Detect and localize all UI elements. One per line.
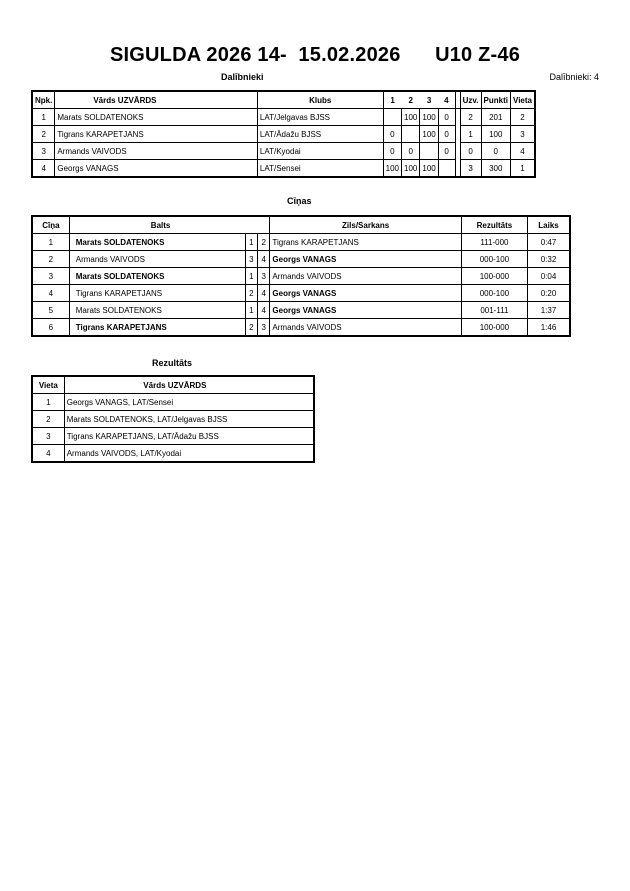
col-club: Klubs <box>257 91 383 109</box>
fight-result: 100-000 <box>461 319 527 337</box>
fight-result: 000-100 <box>461 251 527 268</box>
col-result-name: Vārds UZVĀRDS <box>64 376 314 394</box>
fight-time: 1:46 <box>528 319 570 337</box>
col-s2: 2 <box>402 91 420 109</box>
participant-club: LAT/Sensei <box>257 160 383 178</box>
participant-points: 300 <box>481 160 510 178</box>
participants-heading: Dalībnieki <box>221 72 264 82</box>
participant-score-1 <box>383 109 401 126</box>
fight-blue-index: 2 <box>258 234 270 251</box>
col-s1: 1 <box>383 91 401 109</box>
participant-row <box>32 109 535 126</box>
col-wins: Uzv. <box>460 91 481 109</box>
fight-white-name: Marats SOLDATENOKS <box>69 234 245 251</box>
result-name: Tigrans KARAPETJANS, LAT/Ādažu BJSS <box>64 428 314 445</box>
fight-white-name: Marats SOLDATENOKS <box>69 268 245 285</box>
result-row <box>32 411 314 428</box>
fight-result: 111-000 <box>461 234 527 251</box>
col-place: Vieta <box>510 91 535 109</box>
col-time: Laiks <box>528 216 570 234</box>
fight-blue-index: 3 <box>258 268 270 285</box>
participant-score-1: 100 <box>383 160 401 178</box>
participant-npk: 3 <box>32 143 55 160</box>
participant-score-3: 100 <box>420 109 438 126</box>
results-header-row <box>32 376 314 394</box>
fight-white-name: Tigrans KARAPETJANS <box>69 285 245 302</box>
participant-npk: 4 <box>32 160 55 178</box>
participant-score-3: 100 <box>420 160 438 178</box>
fight-blue-index: 4 <box>258 285 270 302</box>
participant-club: LAT/Jelgavas BJSS <box>257 109 383 126</box>
participant-wins: 0 <box>460 143 481 160</box>
participant-place: 3 <box>510 126 535 143</box>
fights-header-row <box>32 216 570 234</box>
fight-row <box>32 268 570 285</box>
participant-place: 4 <box>510 143 535 160</box>
participant-row <box>32 126 535 143</box>
fight-white-index: 2 <box>245 319 257 337</box>
results-heading: Rezultāts <box>152 358 193 368</box>
page-title: SIGULDA 2026 14- 15.02.2026 U10 Z-46 <box>109 44 521 66</box>
fight-time: 0:20 <box>528 285 570 302</box>
result-name: Georgs VANAGS, LAT/Sensei <box>64 394 314 411</box>
fight-row <box>32 285 570 302</box>
participant-wins: 2 <box>460 109 481 126</box>
fight-row <box>32 302 570 319</box>
participant-npk: 2 <box>32 126 55 143</box>
col-s3: 3 <box>420 91 438 109</box>
fight-white-index: 3 <box>245 251 257 268</box>
col-name: Vārds UZVĀRDS <box>55 91 258 109</box>
fight-blue-name: Armands VAIVODS <box>270 268 461 285</box>
participant-name: Tigrans KARAPETJANS <box>55 126 258 143</box>
participant-score-2: 0 <box>402 143 420 160</box>
fight-row <box>32 319 570 337</box>
participant-npk: 1 <box>32 109 55 126</box>
participant-points: 201 <box>481 109 510 126</box>
fight-blue-name: Tigrans KARAPETJANS <box>270 234 461 251</box>
fight-row <box>32 251 570 268</box>
participant-row <box>32 143 535 160</box>
col-result: Rezultāts <box>461 216 527 234</box>
fight-blue-name: Georgs VANAGS <box>270 285 461 302</box>
fight-blue-name: Georgs VANAGS <box>270 251 461 268</box>
participant-score-2: 100 <box>402 160 420 178</box>
participant-club: LAT/Ādažu BJSS <box>257 126 383 143</box>
fight-result: 100-000 <box>461 268 527 285</box>
fight-number: 5 <box>32 302 69 319</box>
participant-place: 2 <box>510 109 535 126</box>
result-place: 3 <box>32 428 64 445</box>
participant-wins: 3 <box>460 160 481 178</box>
fight-white-index: 1 <box>245 268 257 285</box>
participant-score-3 <box>420 143 438 160</box>
col-s4: 4 <box>438 91 455 109</box>
fight-number: 3 <box>32 268 69 285</box>
fight-blue-name: Georgs VANAGS <box>270 302 461 319</box>
fight-white-index: 1 <box>245 234 257 251</box>
col-white: Balts <box>69 216 270 234</box>
fight-number: 2 <box>32 251 69 268</box>
fight-number: 6 <box>32 319 69 337</box>
result-name: Marats SOLDATENOKS, LAT/Jelgavas BJSS <box>64 411 314 428</box>
fight-white-index: 1 <box>245 302 257 319</box>
results-table <box>31 375 315 463</box>
participant-wins: 1 <box>460 126 481 143</box>
fight-number: 4 <box>32 285 69 302</box>
result-place: 4 <box>32 445 64 463</box>
fights-heading: Cīņas <box>287 196 312 206</box>
participant-score-2: 100 <box>402 109 420 126</box>
participant-place: 1 <box>510 160 535 178</box>
participant-score-1: 0 <box>383 126 401 143</box>
col-fight-no: Cīņa <box>32 216 69 234</box>
fight-white-name: Marats SOLDATENOKS <box>69 302 245 319</box>
fight-blue-index: 3 <box>258 319 270 337</box>
result-place: 2 <box>32 411 64 428</box>
fight-number: 1 <box>32 234 69 251</box>
fight-time: 0:32 <box>528 251 570 268</box>
participant-name: Georgs VANAGS <box>55 160 258 178</box>
fight-row <box>32 234 570 251</box>
result-place: 1 <box>32 394 64 411</box>
fight-white-index: 2 <box>245 285 257 302</box>
result-row <box>32 428 314 445</box>
participant-points: 100 <box>481 126 510 143</box>
fight-blue-index: 4 <box>258 251 270 268</box>
participant-score-4 <box>438 160 455 178</box>
participants-header-row <box>32 91 535 109</box>
fight-result: 000-100 <box>461 285 527 302</box>
participant-score-2 <box>402 126 420 143</box>
col-blue: Zils/Sarkans <box>270 216 461 234</box>
fight-white-name: Tigrans KARAPETJANS <box>69 319 245 337</box>
fight-time: 1:37 <box>528 302 570 319</box>
participant-points: 0 <box>481 143 510 160</box>
participants-table <box>31 90 536 178</box>
result-row <box>32 445 314 463</box>
participant-score-4: 0 <box>438 143 455 160</box>
fight-blue-name: Armands VAIVODS <box>270 319 461 337</box>
fight-result: 001-111 <box>461 302 527 319</box>
fight-white-name: Armands VAIVODS <box>69 251 245 268</box>
col-npk: Npk. <box>32 91 55 109</box>
participant-name: Marats SOLDATENOKS <box>55 109 258 126</box>
result-row <box>32 394 314 411</box>
participants-count: Dalībnieki: 4 <box>549 72 599 82</box>
participant-club: LAT/Kyodai <box>257 143 383 160</box>
result-name: Armands VAIVODS, LAT/Kyodai <box>64 445 314 463</box>
participant-row <box>32 160 535 178</box>
participant-name: Armands VAIVODS <box>55 143 258 160</box>
fights-table <box>31 215 571 337</box>
col-result-place: Vieta <box>32 376 64 394</box>
fight-time: 0:47 <box>528 234 570 251</box>
fight-blue-index: 4 <box>258 302 270 319</box>
participant-score-4: 0 <box>438 126 455 143</box>
col-points: Punkti <box>481 91 510 109</box>
participant-score-1: 0 <box>383 143 401 160</box>
participant-score-4: 0 <box>438 109 455 126</box>
fight-time: 0:04 <box>528 268 570 285</box>
participant-score-3: 100 <box>420 126 438 143</box>
